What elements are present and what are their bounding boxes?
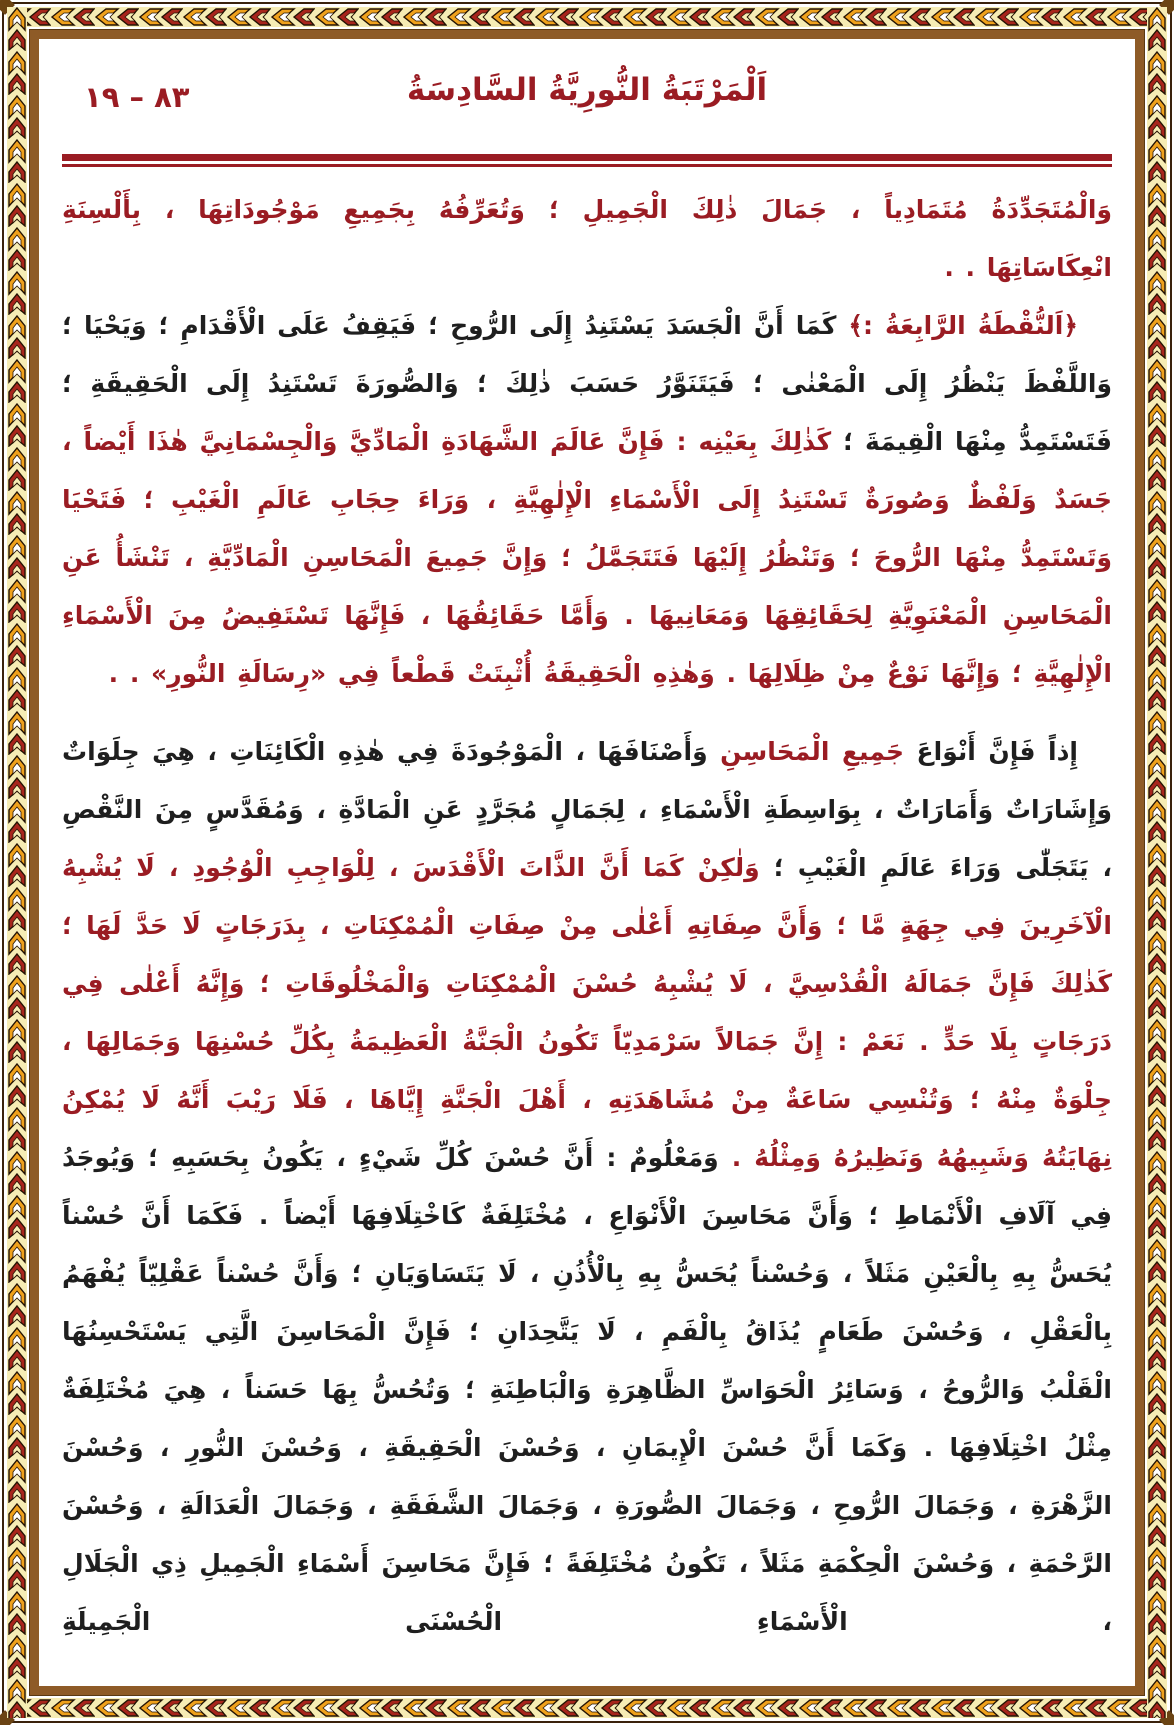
paragraph	[62, 297, 1112, 703]
page-title: اَلْمَرْتَبَةُ النُّورِيَّةُ السَّادِسَةُ	[406, 72, 768, 108]
title-underline	[62, 154, 1112, 167]
page-content	[56, 46, 1118, 1679]
paragraph	[62, 723, 1112, 1651]
text-segment-dark: إِذاً فَإِنَّ أَنْوَاعَ	[904, 737, 1079, 766]
ornamental-border-bottom	[7, 1698, 1167, 1718]
page-header	[56, 46, 1118, 150]
body-text	[56, 181, 1118, 1651]
text-segment-red: وَلٰكِنْ كَمَا أَنَّ الذَّاتَ الْأَقْدَسَ ، لِلْوَاجِبِ الْوُجُودِ ، لَا يُشْبِهُ الْآخَرِينَ فِي جِهَةٍ مَّا ؛ وَأَنَّ صِفَاتِهِ أَعْلٰى مِنْ صِفَاتِ الْمُمْكِنَاتِ ، بِدَرَجَاتٍ لَا حَدَّ لَهَا ؛ كَذٰلِكَ فَإِنَّ جَمَالَهُ الْقُدْسِيَّ ، لَا يُشْبِهُ حُسْنَ الْمُمْكِنَاتِ وَالْمَخْلُوقَاتِ ؛ وَإِنَّهُ أَعْلٰى فِي دَرَجَاتٍ بِلَا حَدٍّ . نَعَمْ : إِنَّ جَمَالاً سَرْمَدِيّاً تَكُونُ الْجَنَّةُ الْعَظِيمَةُ بِكُلِّ حُسْنِهَا وَجَمَالِهَا ، جِلْوَةٌ مِنْهُ ؛ وَتُنْسِي سَاعَةٌ مِنْ مُشَاهَدَتِهِ ، أَهْلَ الْجَنَّةِ إِيَّاهَا ، فَلَا رَيْبَ أَنَّهُ لَا يُمْكِنُ نِهَايَتُهُ وَشَبِيهُهُ وَنَظِيرُهُ وَمِثْلُهُ .	[62, 853, 1112, 1172]
text-segment-red: ﴿اَلنُّقْطَةُ الرَّابِعَةُ :﴾	[836, 311, 1079, 340]
ornamental-border-right	[1147, 7, 1167, 1718]
text-segment-dark: كَمَا أَنَّ الْجَسَدَ يَسْتَنِدُ إِلَى الرُّوحِ ؛ فَيَقِفُ عَلَى الْأَقْدَامِ ؛ وَيَحْيَا ؛ وَاللَّفْظَ يَنْظُرُ إِلَى الْمَعْنٰى ؛ فَيَتَنَوَّرُ حَسَبَ ذٰلِكَ ؛ وَالصُّورَةَ تَسْتَنِدُ إِلَى الْحَقِيقَةِ ؛ فَتَسْتَمِدُّ مِنْهَا الْقِيمَةَ ؛	[62, 311, 1113, 456]
text-segment-dark: وَأَصْنَافَهَا ، الْمَوْجُودَةَ فِي هٰذِهِ الْكَائِنَاتِ ، هِيَ جِلَوَاتٌ وَإِشَارَاتٌ وَأَمَارَاتٌ ، بِوَاسِطَةِ الْأَسْمَاءِ ، لِجَمَالٍ مُجَرَّدٍ عَنِ الْمَادَّةِ ، وَمُقَدَّسٍ مِنَ النَّقْصِ ، يَتَجَلّٰى وَرَاءَ عَالَمِ الْغَيْبِ ؛	[62, 737, 1112, 882]
text-segment-dark: وَمَعْلُومٌ : أَنَّ حُسْنَ كُلِّ شَيْءٍ ، يَكُونُ بِحَسَبِهِ ؛ وَيُوجَدُ فِي آلَافِ الْأَنْمَاطِ ؛ وَأَنَّ مَحَاسِنَ الْأَنْوَاعِ ، مُخْتَلِفَةٌ كَاخْتِلَافِهَا أَيْضاً . فَكَمَا أَنَّ حُسْناً يُحَسُّ بِهِ بِالْعَيْنِ مَثَلاً ، وَحُسْناً يُحَسُّ بِهِ بِالْأُذُنِ ، لَا يَتَسَاوَيَانِ ؛ وَأَنَّ حُسْناً عَقْلِيّاً يُفْهَمُ بِالْعَقْلِ ، وَحُسْنَ طَعَامٍ يُذَاقُ بِالْفَمِ ، لَا يَتَّحِدَانِ ؛ فَإِنَّ الْمَحَاسِنَ الَّتِي يَسْتَحْسِنُهَا الْقَلْبُ وَالرُّوحُ ، وَسَائِرُ الْحَوَاسِّ الظَّاهِرَةِ وَالْبَاطِنَةِ ؛ وَتُحُسُّ بِهَا حَسَناً ، هِيَ مُخْتَلِفَةٌ مِثْلُ اخْتِلَافِهَا . وَكَمَا أَنَّ حُسْنَ الْإِيمَانِ ، وَحُسْنَ الْحَقِيقَةِ ، وَحُسْنَ النُّورِ ، وَحُسْنَ الزَّهْرَةِ ، وَجَمَالَ الرُّوحِ ، وَجَمَالَ الصُّورَةِ ، وَجَمَالَ الشَّفَقَةِ ، وَجَمَالَ الْعَدَالَةِ ، وَحُسْنَ الرَّحْمَةِ ، وَحُسْنَ الْحِكْمَةِ مَثَلاً ، تَكُونُ مُخْتَلِفَةً ؛ فَإِنَّ مَحَاسِنَ أَسْمَاءِ الْجَمِيلِ ذِي الْجَلَالِ ، الْأَسْمَاءِ الْحُسْنَى الْجَمِيلَةِ	[62, 1143, 1112, 1636]
paragraph	[62, 181, 1112, 297]
page-number: ٨٣ – ١٩	[84, 80, 190, 114]
text-segment-red: جَمِيعِ الْمَحَاسِنِ	[707, 737, 904, 766]
text-segment-red: وَالْمُتَجَدِّدَةُ مُتَمَادِياً ، جَمَالَ ذٰلِكَ الْجَمِيلِ ؛ وَتُعَرِّفُهُ بِجَمِيعِ مَوْجُودَاتِهَا ، بِأَلْسِنَةِ انْعِكَاسَاتِهَا . .	[62, 195, 1112, 282]
ornamental-border-left	[7, 7, 27, 1718]
ornamental-border-top	[7, 7, 1167, 27]
text-segment-red: كَذٰلِكَ بِعَيْنِه : فَإِنَّ عَالَمَ الشَّهَادَةِ الْمَادِّيَّ وَالْجِسْمَانِيَّ هٰذَا أَيْضاً ، جَسَدٌ وَلَفْظٌ وَصُورَةٌ تَسْتَنِدُ إِلَى الْأَسْمَاءِ الْإِلٰهِيَّةِ ، وَرَاءَ حِجَابِ عَالَمِ الْغَيْبِ ؛ فَتَحْيَا وَتَسْتَمِدُّ مِنْهَا الرُّوحَ ؛ وَتَنْظُرُ إِلَيْهَا فَتَتَجَمَّلُ ؛ وَإِنَّ جَمِيعَ الْمَحَاسِنِ الْمَادِّيَّةِ ، تَنْشَأُ عَنِ الْمَحَاسِنِ الْمَعْنَوِيَّةِ لِحَقَائِقِهَا وَمَعَانِيهَا . وَأَمَّا حَقَائِقُهَا ، فَإِنَّهَا تَسْتَفِيضُ مِنَ الْأَسْمَاءِ الْإِلٰهِيَّةِ ؛ وَإِنَّهَا نَوْعٌ مِنْ ظِلَالِهَا . وَهٰذِهِ الْحَقِيقَةُ أُثْبِتَتْ قَطْعاً فِي «رِسَالَةِ النُّورِ» . .	[62, 427, 1112, 688]
